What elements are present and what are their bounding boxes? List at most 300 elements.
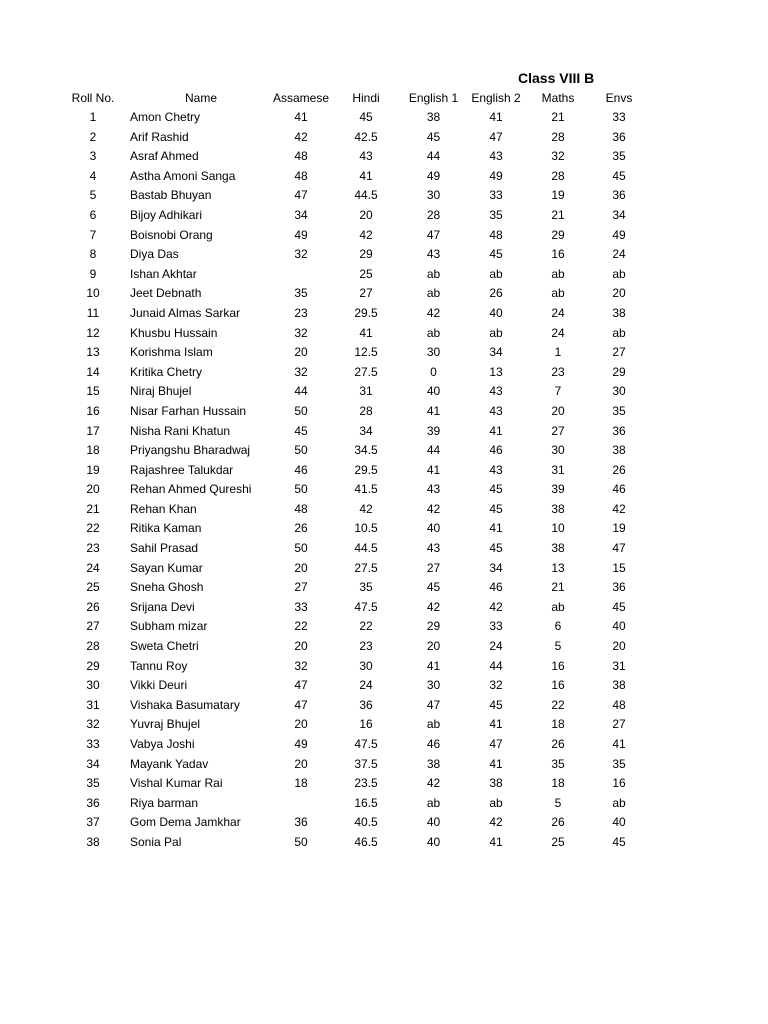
maths-cell: 28 <box>551 168 565 183</box>
table-row <box>58 441 649 461</box>
envs-cell: 34 <box>612 207 626 222</box>
maths-cell: 35 <box>551 756 565 771</box>
english-2-cell: 41 <box>489 834 503 849</box>
maths-cell: 5 <box>554 639 562 654</box>
roll-no-cell: 17 <box>86 423 100 438</box>
roll-no-cell: 1 <box>89 110 97 124</box>
table-row <box>58 324 649 344</box>
roll-no-cell: 26 <box>86 599 100 614</box>
hindi-cell: 36 <box>359 697 373 712</box>
envs-cell: 45 <box>612 168 626 183</box>
table-row <box>58 363 649 383</box>
english-2-cell: 47 <box>489 129 503 144</box>
english-2-cell: 44 <box>489 658 503 673</box>
hindi-cell: 41.5 <box>354 482 378 497</box>
hindi-cell: 12.5 <box>354 345 378 360</box>
english-2-cell: 41 <box>489 423 503 438</box>
name-cell: Diya Das <box>130 247 179 262</box>
header-roll-no: Roll No. <box>71 91 115 105</box>
english-1-cell: 20 <box>426 639 441 654</box>
name-cell: Asraf Ahmed <box>130 149 199 164</box>
hindi-cell: 47.5 <box>354 737 378 751</box>
name-cell: Junaid Almas Sarkar <box>130 305 241 320</box>
table-row <box>58 147 649 167</box>
english-2-cell: 34 <box>489 345 503 360</box>
maths-cell: 38 <box>551 501 565 516</box>
roll-no-cell: 33 <box>86 737 100 751</box>
envs-cell: 48 <box>612 697 626 712</box>
maths-cell: 5 <box>554 795 562 810</box>
maths-cell: 28 <box>551 129 565 144</box>
header-assamese: Assamese <box>272 91 330 105</box>
assamese-cell: 47 <box>294 678 308 693</box>
assamese-cell: 49 <box>294 737 308 751</box>
hindi-cell: 37.5 <box>354 756 378 771</box>
english-1-cell: 46 <box>426 737 441 751</box>
table-row <box>58 539 649 559</box>
english-1-cell: 41 <box>426 658 441 673</box>
assamese-cell: 50 <box>294 541 308 556</box>
english-1-cell: ab <box>426 795 441 810</box>
english-2-cell: ab <box>489 325 503 340</box>
envs-cell: 35 <box>612 756 626 771</box>
english-2-cell: 46 <box>489 580 503 595</box>
name-cell: Bastab Bhuyan <box>130 188 212 203</box>
hindi-cell: 42 <box>359 227 373 242</box>
envs-cell: 38 <box>612 678 626 693</box>
roll-no-cell: 36 <box>86 795 100 810</box>
table-row <box>58 206 649 226</box>
assamese-cell: 20 <box>294 560 308 575</box>
hindi-cell: 27 <box>359 286 373 301</box>
assamese-cell: 46 <box>294 462 308 477</box>
envs-cell: 27 <box>612 717 626 732</box>
hindi-cell: 34.5 <box>354 443 378 458</box>
hindi-cell: 42.5 <box>354 129 378 144</box>
hindi-cell: 24 <box>359 678 373 693</box>
name-cell: Vikki Deuri <box>130 678 188 693</box>
envs-cell: 38 <box>612 443 626 458</box>
name-cell: Riya barman <box>130 795 199 810</box>
english-2-cell: 45 <box>489 697 503 712</box>
table-row <box>58 519 649 539</box>
name-cell: Arif Rashid <box>130 129 189 144</box>
roll-no-cell: 27 <box>86 619 100 634</box>
envs-cell: 20 <box>612 286 626 301</box>
english-2-cell: ab <box>489 795 503 810</box>
maths-cell: 29 <box>551 227 565 242</box>
envs-cell: 31 <box>612 658 626 673</box>
envs-cell: 36 <box>612 423 626 438</box>
hindi-cell: 25 <box>359 266 373 281</box>
roll-no-cell: 2 <box>89 129 97 144</box>
maths-cell: 1 <box>554 345 562 360</box>
hindi-cell: 23 <box>359 639 373 654</box>
envs-cell: 24 <box>612 247 626 262</box>
hindi-cell: 23.5 <box>354 776 378 791</box>
english-1-cell: ab <box>426 286 441 301</box>
name-cell: Mayank Yadav <box>130 756 209 771</box>
header-envs: Envs <box>605 91 633 105</box>
page-title: Class VIII B <box>518 70 595 86</box>
assamese-cell: 49 <box>294 227 308 242</box>
english-2-cell: 47 <box>489 737 503 751</box>
english-2-cell: 43 <box>489 384 503 399</box>
roll-no-cell: 18 <box>86 443 100 458</box>
table-row <box>58 402 649 422</box>
assamese-cell: 27 <box>294 580 308 595</box>
roll-no-cell: 20 <box>86 482 100 497</box>
table-row <box>58 265 649 285</box>
assamese-cell: 50 <box>294 482 308 497</box>
english-1-cell: 0 <box>430 364 437 379</box>
roll-no-cell: 28 <box>86 639 100 654</box>
english-1-cell: 27 <box>426 560 441 575</box>
envs-cell: 38 <box>612 305 626 320</box>
english-2-cell: 40 <box>489 305 503 320</box>
roll-no-cell: 12 <box>86 325 100 340</box>
name-cell: Priyangshu Bharadwaj <box>130 443 251 458</box>
table-row <box>58 735 649 755</box>
english-1-cell: 30 <box>426 188 441 203</box>
assamese-cell: 50 <box>294 834 308 849</box>
english-1-cell: 43 <box>426 482 441 497</box>
table-row <box>58 284 649 304</box>
maths-cell: ab <box>551 266 565 281</box>
maths-cell: 16 <box>551 247 565 262</box>
roll-no-cell: 38 <box>86 834 100 849</box>
envs-cell: ab <box>612 795 626 810</box>
name-cell: Tannu Roy <box>130 658 188 673</box>
table-row <box>58 617 649 637</box>
maths-cell: 31 <box>551 462 565 477</box>
maths-cell: 24 <box>551 325 565 340</box>
english-2-cell: 32 <box>489 678 503 693</box>
maths-cell: ab <box>551 599 565 614</box>
envs-cell: 45 <box>612 599 626 614</box>
assamese-cell: 22 <box>294 619 308 634</box>
english-1-cell: ab <box>426 266 441 281</box>
table-row <box>58 813 649 833</box>
english-1-cell: 47 <box>426 227 441 242</box>
maths-cell: 26 <box>551 737 565 751</box>
roll-no-cell: 23 <box>86 541 100 556</box>
hindi-cell: 27.5 <box>354 364 378 379</box>
assamese-cell: 34 <box>294 207 308 222</box>
maths-cell: 18 <box>551 717 565 732</box>
roll-no-cell: 34 <box>86 756 100 771</box>
assamese-cell: 48 <box>294 501 308 516</box>
envs-cell: 40 <box>612 815 626 830</box>
assamese-cell: 41 <box>294 110 308 124</box>
roll-no-cell: 5 <box>89 188 97 203</box>
envs-cell: 15 <box>612 560 626 575</box>
english-2-cell: 45 <box>489 247 503 262</box>
roll-no-cell: 30 <box>86 678 100 693</box>
table-row <box>58 461 649 481</box>
hindi-cell: 35 <box>359 580 373 595</box>
english-2-cell: ab <box>489 266 503 281</box>
hindi-cell: 42 <box>359 501 373 516</box>
assamese-cell: 23 <box>294 305 308 320</box>
english-2-cell: 49 <box>489 168 503 183</box>
envs-cell: 42 <box>612 501 626 516</box>
hindi-cell: 30 <box>359 658 373 673</box>
table-row <box>58 422 649 442</box>
hindi-cell: 16.5 <box>354 795 378 810</box>
table-row <box>58 186 649 206</box>
hindi-cell: 46.5 <box>354 834 378 849</box>
assamese-cell: 32 <box>294 364 308 379</box>
header-hindi: Hindi <box>352 91 380 105</box>
hindi-cell: 28 <box>359 403 373 418</box>
table-row <box>58 480 649 500</box>
name-cell: Vishaka Basumatary <box>130 697 240 712</box>
name-cell: Amon Chetry <box>130 110 201 124</box>
envs-cell: 47 <box>612 541 626 556</box>
name-cell: Niraj Bhujel <box>130 384 192 399</box>
table-row <box>58 755 649 775</box>
english-1-cell: ab <box>426 325 441 340</box>
assamese-cell: 32 <box>294 325 308 340</box>
assamese-cell: 26 <box>294 521 308 536</box>
maths-cell: 25 <box>551 834 565 849</box>
maths-cell: 7 <box>554 384 562 399</box>
english-1-cell: ab <box>426 717 441 732</box>
table-row <box>58 657 649 677</box>
envs-cell: ab <box>612 266 626 281</box>
name-cell: Gom Dema Jamkhar <box>130 815 241 830</box>
assamese-cell: 50 <box>294 403 308 418</box>
assamese-cell: 18 <box>294 776 308 791</box>
english-2-cell: 43 <box>489 149 503 164</box>
english-2-cell: 46 <box>489 443 503 458</box>
maths-cell: 21 <box>551 580 565 595</box>
name-cell: Sneha Ghosh <box>130 580 204 595</box>
name-cell: Nisar Farhan Hussain <box>130 403 247 418</box>
english-2-cell: 48 <box>489 227 503 242</box>
table-row <box>58 108 649 128</box>
maths-cell: 18 <box>551 776 565 791</box>
assamese-cell: 45 <box>294 423 308 438</box>
assamese-cell: 20 <box>294 717 308 732</box>
table-row <box>58 226 649 246</box>
envs-cell: 19 <box>612 521 626 536</box>
name-cell: Srijana Devi <box>130 599 195 614</box>
hindi-cell: 41 <box>359 168 373 183</box>
name-cell: Rehan Khan <box>130 501 197 516</box>
assamese-cell: 32 <box>294 247 308 262</box>
maths-cell: 39 <box>551 482 565 497</box>
name-cell: Jeet Debnath <box>130 286 202 301</box>
name-cell: Sweta Chetri <box>130 639 199 654</box>
table-row <box>58 833 649 853</box>
envs-cell: 36 <box>612 580 626 595</box>
name-cell: Sayan Kumar <box>130 560 203 575</box>
table-row <box>58 578 649 598</box>
name-cell: Korishma Islam <box>130 345 213 360</box>
hindi-cell: 44.5 <box>354 188 378 203</box>
table-row <box>58 637 649 657</box>
assamese-cell: 20 <box>294 345 308 360</box>
hindi-cell: 47.5 <box>354 599 378 614</box>
table-row <box>58 245 649 265</box>
envs-cell: 40 <box>612 619 626 634</box>
maths-cell: 22 <box>551 697 565 712</box>
english-2-cell: 33 <box>489 188 503 203</box>
envs-cell: 30 <box>612 384 626 399</box>
english-1-cell: 41 <box>426 462 441 477</box>
envs-cell: 41 <box>612 737 626 751</box>
english-2-cell: 42 <box>489 599 503 614</box>
maths-cell: 21 <box>551 207 565 222</box>
roll-no-cell: 21 <box>86 501 100 516</box>
envs-cell: 33 <box>612 110 626 124</box>
name-cell: Ritika Kaman <box>130 521 202 536</box>
maths-cell: 24 <box>551 305 565 320</box>
assamese-cell: 48 <box>294 168 308 183</box>
maths-cell: 21 <box>551 110 565 124</box>
envs-cell: 20 <box>612 639 626 654</box>
maths-cell: 6 <box>554 619 562 634</box>
name-cell: Ishan Akhtar <box>130 266 197 281</box>
english-2-cell: 41 <box>489 110 503 124</box>
maths-cell: 13 <box>551 560 565 575</box>
name-cell: Sahil Prasad <box>130 541 199 556</box>
name-cell: Subham mizar <box>130 619 208 634</box>
assamese-cell: 42 <box>294 129 308 144</box>
english-1-cell: 28 <box>426 207 441 222</box>
english-1-cell: 45 <box>426 129 441 144</box>
hindi-cell: 34 <box>359 423 373 438</box>
name-cell: Boisnobi Orang <box>130 227 213 242</box>
english-2-cell: 45 <box>489 501 503 516</box>
name-cell: Nisha Rani Khatun <box>130 423 231 438</box>
table-row <box>58 715 649 735</box>
header-maths: Maths <box>541 91 575 105</box>
english-2-cell: 45 <box>489 482 503 497</box>
table-row <box>58 343 649 363</box>
assamese-cell <box>272 794 330 814</box>
name-cell: Bijoy Adhikari <box>130 207 203 222</box>
maths-cell: 19 <box>551 188 565 203</box>
name-cell: Sonia Pal <box>130 834 182 849</box>
envs-cell: 36 <box>612 129 626 144</box>
header-name: Name <box>184 91 217 105</box>
hindi-cell: 16 <box>359 717 373 732</box>
english-1-cell: 44 <box>426 443 441 458</box>
roll-no-cell: 4 <box>89 168 97 183</box>
english-1-cell: 40 <box>426 521 441 536</box>
english-1-cell: 30 <box>426 345 441 360</box>
envs-cell: 46 <box>612 482 626 497</box>
envs-cell: 29 <box>612 364 626 379</box>
english-2-cell: 41 <box>489 521 503 536</box>
envs-cell: 49 <box>612 227 626 242</box>
english-1-cell: 40 <box>426 834 441 849</box>
roll-no-cell: 24 <box>86 560 100 575</box>
roll-no-cell: 19 <box>86 462 100 477</box>
maths-cell: 26 <box>551 815 565 830</box>
english-1-cell: 41 <box>426 403 441 418</box>
roll-no-cell: 8 <box>89 247 97 262</box>
english-2-cell: 34 <box>489 560 503 575</box>
english-1-cell: 38 <box>426 756 441 771</box>
english-2-cell: 41 <box>489 756 503 771</box>
assamese-cell: 20 <box>294 756 308 771</box>
english-1-cell: 42 <box>426 599 441 614</box>
header-english-2: English 2 <box>471 91 521 105</box>
assamese-cell: 47 <box>294 697 308 712</box>
english-2-cell: 42 <box>489 815 503 830</box>
table-row <box>58 128 649 148</box>
name-cell: Vishal Kumar Rai <box>130 776 223 791</box>
english-1-cell: 42 <box>426 305 441 320</box>
envs-cell: 16 <box>612 776 626 791</box>
table-row <box>58 500 649 520</box>
name-cell: Rehan Ahmed Qureshi <box>130 482 252 497</box>
envs-cell: 27 <box>612 345 626 360</box>
assamese-cell: 47 <box>294 188 308 203</box>
assamese-cell: 48 <box>294 149 308 164</box>
assamese-cell: 50 <box>294 443 308 458</box>
hindi-cell: 22 <box>359 619 373 634</box>
maths-cell: 38 <box>551 541 565 556</box>
english-1-cell: 29 <box>426 619 441 634</box>
english-1-cell: 39 <box>426 423 441 438</box>
header-row <box>58 89 649 108</box>
assamese-cell: 20 <box>294 639 308 654</box>
english-1-cell: 42 <box>426 501 441 516</box>
english-1-cell: 30 <box>426 678 441 693</box>
english-1-cell: 40 <box>426 815 441 830</box>
english-1-cell: 42 <box>426 776 441 791</box>
maths-cell: 16 <box>551 658 565 673</box>
roll-no-cell: 16 <box>86 403 100 418</box>
english-1-cell: 49 <box>426 168 441 183</box>
assamese-cell: 44 <box>294 384 308 399</box>
maths-cell: ab <box>551 286 565 301</box>
assamese-cell: 35 <box>294 286 308 301</box>
table-row <box>58 559 649 579</box>
roll-no-cell: 11 <box>86 305 100 320</box>
hindi-cell: 43 <box>359 149 373 164</box>
roll-no-cell: 35 <box>86 776 100 791</box>
table-row <box>58 696 649 716</box>
marks-table <box>58 89 649 853</box>
roll-no-cell: 9 <box>89 266 97 281</box>
maths-cell: 30 <box>551 443 565 458</box>
english-1-cell: 38 <box>426 110 441 124</box>
english-1-cell: 44 <box>426 149 441 164</box>
roll-no-cell: 22 <box>86 521 100 536</box>
hindi-cell: 29 <box>359 247 373 262</box>
envs-cell: 35 <box>612 149 626 164</box>
english-2-cell: 38 <box>489 776 503 791</box>
name-cell: Kritika Chetry <box>130 364 203 379</box>
english-2-cell: 35 <box>489 207 503 222</box>
table-row <box>58 794 649 814</box>
table-row <box>58 304 649 324</box>
maths-cell: 32 <box>551 149 565 164</box>
hindi-cell: 41 <box>359 325 373 340</box>
hindi-cell: 44.5 <box>354 541 378 556</box>
hindi-cell: 29.5 <box>354 305 378 320</box>
assamese-cell: 33 <box>294 599 308 614</box>
hindi-cell: 31 <box>359 384 373 399</box>
maths-cell: 20 <box>551 403 565 418</box>
english-2-cell: 43 <box>489 462 503 477</box>
